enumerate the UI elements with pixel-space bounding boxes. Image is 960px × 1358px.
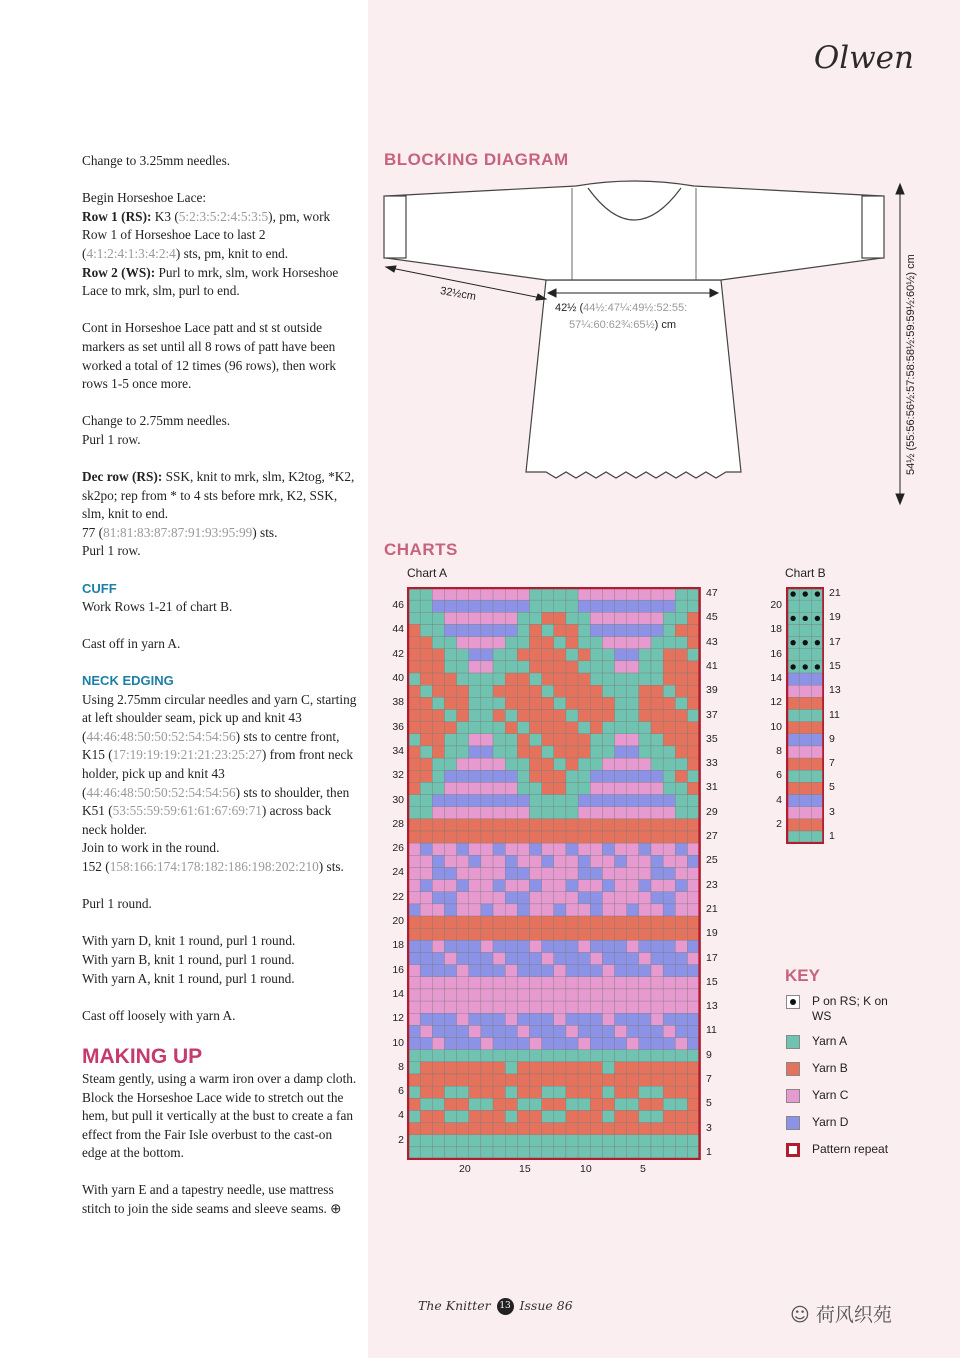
row-number: 46 [392, 599, 404, 612]
row-number: 15 [829, 659, 841, 672]
row-number: 8 [398, 1060, 404, 1073]
chest-dimension-line2 [569, 319, 676, 331]
left-cuff [384, 196, 406, 258]
row-number: 20 [392, 915, 404, 928]
row-number: 38 [392, 696, 404, 709]
stitch-num-5: 5 [640, 1163, 646, 1175]
key-yarn-a-label: Yarn A [812, 1034, 848, 1048]
row-number: 5 [829, 781, 835, 794]
row-number: 34 [392, 744, 404, 757]
watermark-text: 荷风织苑 [815, 1304, 892, 1326]
row-number: 45 [706, 611, 718, 624]
yarn-rounds [82, 932, 357, 988]
row-number: 41 [706, 659, 718, 672]
row-number: 3 [829, 805, 835, 818]
row-number: 11 [829, 708, 840, 721]
row-number: 42 [392, 647, 404, 660]
neck-text-3: ) from front neck holder, pick up and knit 43 ( [82, 747, 354, 800]
yarn-d-swatch [786, 1116, 800, 1130]
neck-count-sizes: 158:166:174:178:182:186:198:202:210 [109, 858, 319, 874]
row-number: 26 [392, 842, 404, 855]
length-dimension: 54½ (55:56:56½:57:58:58½:59:59½:60½) cm [905, 254, 917, 475]
row-number: 15 [706, 975, 718, 988]
row-number: 32 [392, 769, 404, 782]
row-number: 19 [829, 611, 841, 624]
chest-dim-c: 57¼:60:62¾:65½ [569, 319, 655, 331]
lace-intro: Begin Horseshoe Lace: [82, 190, 207, 206]
yarn-c-swatch [786, 1089, 800, 1103]
chest-dim-a: 42½ ( [555, 302, 584, 314]
purl-round: Purl 1 round. [82, 896, 152, 912]
row1-sizes-a: 5:2:3:5:2:4:5:3:5 [178, 208, 269, 224]
key-purl-label: P on RS; K on WS [812, 994, 888, 1023]
row-number: 7 [706, 1073, 712, 1085]
cast-off-a: Cast off in yarn A. [82, 635, 181, 651]
yarn-b-round: With yarn B, knit 1 round, purl 1 round. [82, 951, 295, 967]
chart-b [786, 587, 825, 842]
row2-label: Row 2 (WS): [82, 264, 156, 280]
section-cuff [82, 580, 357, 617]
row-number: 10 [770, 720, 782, 733]
magazine-name: The Knitter [418, 1298, 491, 1313]
dec-count-a: 77 ( [82, 524, 104, 540]
making-up-heading: MAKING UP [82, 1044, 203, 1068]
neck-sizes-4: 53:55:59:59:61:61:67:69:71 [112, 803, 262, 819]
row-number: 2 [776, 817, 782, 830]
row-number: 5 [706, 1097, 712, 1110]
key-yarn-d-label: Yarn D [812, 1115, 849, 1129]
row-number: 6 [776, 769, 782, 782]
key-title: KEY [785, 966, 820, 985]
row-number: 1 [829, 830, 835, 842]
dec-count-c: ) sts. [252, 524, 278, 540]
row-number: 14 [392, 987, 404, 1000]
row1-text-c: ) sts, pm, knit to end. [175, 245, 289, 261]
row-number: 40 [392, 672, 404, 685]
row-number: 10 [392, 1036, 404, 1049]
row-number: 16 [392, 963, 404, 976]
row-number: 2 [398, 1133, 404, 1146]
neck-sizes-3: 44:46:48:50:50:52:54:54:56 [86, 784, 236, 800]
row-number: 6 [398, 1085, 404, 1098]
neck-count-c: ) sts. [318, 858, 344, 874]
neck-heading: NECK EDGING [82, 673, 174, 689]
row-number: 4 [776, 793, 782, 806]
row-number: 17 [829, 635, 841, 648]
cuff-text: Work Rows 1-21 of chart B. [82, 599, 233, 615]
row1-sizes-b: 4:1:2:4:1:3:4:2:4 [86, 245, 176, 261]
row-number: 16 [770, 647, 782, 660]
neck-count-a: 152 ( [82, 858, 110, 874]
page-number-badge: 13 [497, 1298, 514, 1315]
row-number: 27 [706, 830, 718, 842]
row-number: 39 [706, 684, 718, 697]
stitch-num-20: 20 [459, 1163, 471, 1175]
row-number: 19 [706, 927, 718, 940]
cuff-heading: CUFF [82, 580, 117, 596]
instruction-needles: Change to 3.25mm needles. [82, 153, 231, 168]
row-number: 35 [706, 732, 718, 745]
row-number: 25 [706, 854, 718, 867]
row-number: 28 [392, 817, 404, 830]
right-cuff [862, 196, 884, 258]
row-number: 24 [392, 866, 404, 879]
yarn-a-swatch [786, 1035, 800, 1049]
chart-a [407, 587, 702, 1159]
yarn-b-swatch [786, 1062, 800, 1076]
row-number: 4 [398, 1109, 404, 1122]
row-number: 29 [706, 805, 718, 818]
watermark [790, 1300, 892, 1327]
issue-number: Issue 86 [519, 1298, 573, 1313]
stitch-num-15: 15 [519, 1163, 531, 1175]
making-up-yarn-e [82, 1181, 357, 1218]
dec-purl: Purl 1 row. [82, 543, 141, 559]
page-title: Olwen [813, 40, 914, 76]
stitch-num-10: 10 [580, 1163, 592, 1175]
yarn-a-round: With yarn A, knit 1 round, purl 1 round. [82, 970, 295, 986]
blocking-diagram [376, 172, 936, 512]
row-number: 1 [706, 1145, 712, 1158]
row-number: 20 [770, 599, 782, 612]
chest-dim-d: ) cm [654, 319, 677, 331]
making-up-text: Steam gently, using a warm iron over a damp cloth. Block the Horseshoe Lace wide to stretch out the hem, but pull it vertically at the bust to create a fan effect from the Fair Isle overbust to the cast-on edge at the bottom. [82, 1070, 357, 1161]
chest-dimension-line1 [555, 302, 687, 314]
row1-text-b: ), pm, work Row 1 of Horseshoe Lace to last 2 ( [82, 208, 331, 261]
neck-sizes-2: 17:19:19:19:21:21:23:25:27 [112, 747, 262, 763]
row-number: 18 [392, 939, 404, 952]
row-number: 9 [706, 1048, 712, 1061]
row-number: 8 [776, 744, 782, 757]
row-number: 21 [706, 902, 718, 915]
wechat-icon: ☺ [790, 1304, 810, 1326]
row-number: 13 [829, 684, 841, 697]
yarn-d-round: With yarn D, knit 1 round, purl 1 round. [82, 933, 296, 949]
instructions-column [82, 152, 357, 1237]
dec-count-sizes: 81:81:83:87:87:91:93:95:99 [103, 524, 253, 540]
key-yarn-c-label: Yarn C [812, 1088, 849, 1102]
row-number: 3 [706, 1121, 712, 1134]
neck-text-1: Using 2.75mm circular needles and yarn C, starting at left shoulder seam, pick up and knit 43 ( [82, 691, 357, 744]
instruction-horseshoe [82, 189, 357, 301]
row-number: 7 [829, 757, 835, 770]
row-number: 21 [829, 587, 841, 599]
end-mark-icon: ⊕ [330, 1201, 342, 1217]
row-number: 17 [706, 951, 718, 964]
row2-text: Purl to mrk, slm, work Horseshoe Lace to mrk, slm, purl to end. [82, 264, 339, 299]
row-number: 47 [706, 587, 718, 599]
row-number: 30 [392, 793, 404, 806]
charts-title: CHARTS [384, 540, 458, 559]
chest-dim-b: 44½:47¼:49½:52:55: [583, 302, 688, 314]
row-number: 44 [392, 623, 404, 636]
chart-b-label: Chart B [785, 566, 826, 580]
row-number: 31 [706, 781, 718, 794]
row-number: 9 [829, 732, 835, 745]
section-neck [82, 672, 357, 877]
sleeve-dimension: 32½cm [439, 284, 477, 304]
instruction-dec [82, 468, 357, 561]
neck-text-2: ) sts to centre front, K15 ( [82, 728, 340, 763]
key-yarn-b-label: Yarn B [812, 1061, 848, 1075]
row-number: 18 [770, 623, 782, 636]
dec-label: Dec row (RS): [82, 469, 163, 485]
instruction-cont: Cont in Horseshoe Lace patt and st st outside markers as set until all 8 rows of patt have been worked a total of 12 times (96 rows), then work rows 1-5 once more. [82, 320, 337, 392]
chart-a-label: Chart A [407, 566, 448, 580]
row-number: 11 [706, 1024, 717, 1037]
pattern-repeat-swatch [786, 1143, 800, 1157]
row1-text-a: K3 ( [151, 208, 179, 224]
yarn-e-text: With yarn E and a tapestry needle, use mattress stitch to join the side seams and sleeve seams. [82, 1182, 334, 1217]
neck-text-5: ) across back neck holder. [82, 803, 332, 837]
blocking-diagram-title: BLOCKING DIAGRAM [384, 150, 569, 169]
row-number: 12 [392, 1012, 404, 1025]
dec-text: SSK, knit to mrk, slm, K2tog, *K2, sk2po; rep from * to 4 sts before mrk, K2, SSK, slm, knit to end. [82, 469, 355, 522]
row1-label: Row 1 (RS): [82, 208, 152, 224]
row-number: 23 [706, 878, 718, 891]
row-number: 14 [770, 672, 782, 685]
instruction-change [82, 412, 357, 449]
purl-row: Purl 1 row. [82, 431, 141, 447]
key-repeat-label: Pattern repeat [812, 1142, 889, 1156]
row-number: 43 [706, 635, 718, 648]
purl-dot-icon [786, 995, 800, 1009]
change-needles: Change to 2.75mm needles. [82, 413, 231, 429]
neck-sizes-1: 44:46:48:50:50:52:54:54:56 [86, 728, 236, 744]
neck-text-4: ) sts to shoulder, then K51 ( [82, 784, 350, 819]
row-number: 33 [706, 757, 718, 770]
row-number: 22 [392, 890, 404, 903]
neck-join: Join to work in the round. [82, 840, 220, 856]
row-number: 13 [706, 1000, 718, 1013]
row-number: 37 [706, 708, 718, 721]
row-number: 36 [392, 720, 404, 733]
page-footer [418, 1298, 573, 1315]
cast-off-loose: Cast off loosely with yarn A. [82, 1007, 236, 1023]
row-number: 12 [770, 696, 782, 709]
